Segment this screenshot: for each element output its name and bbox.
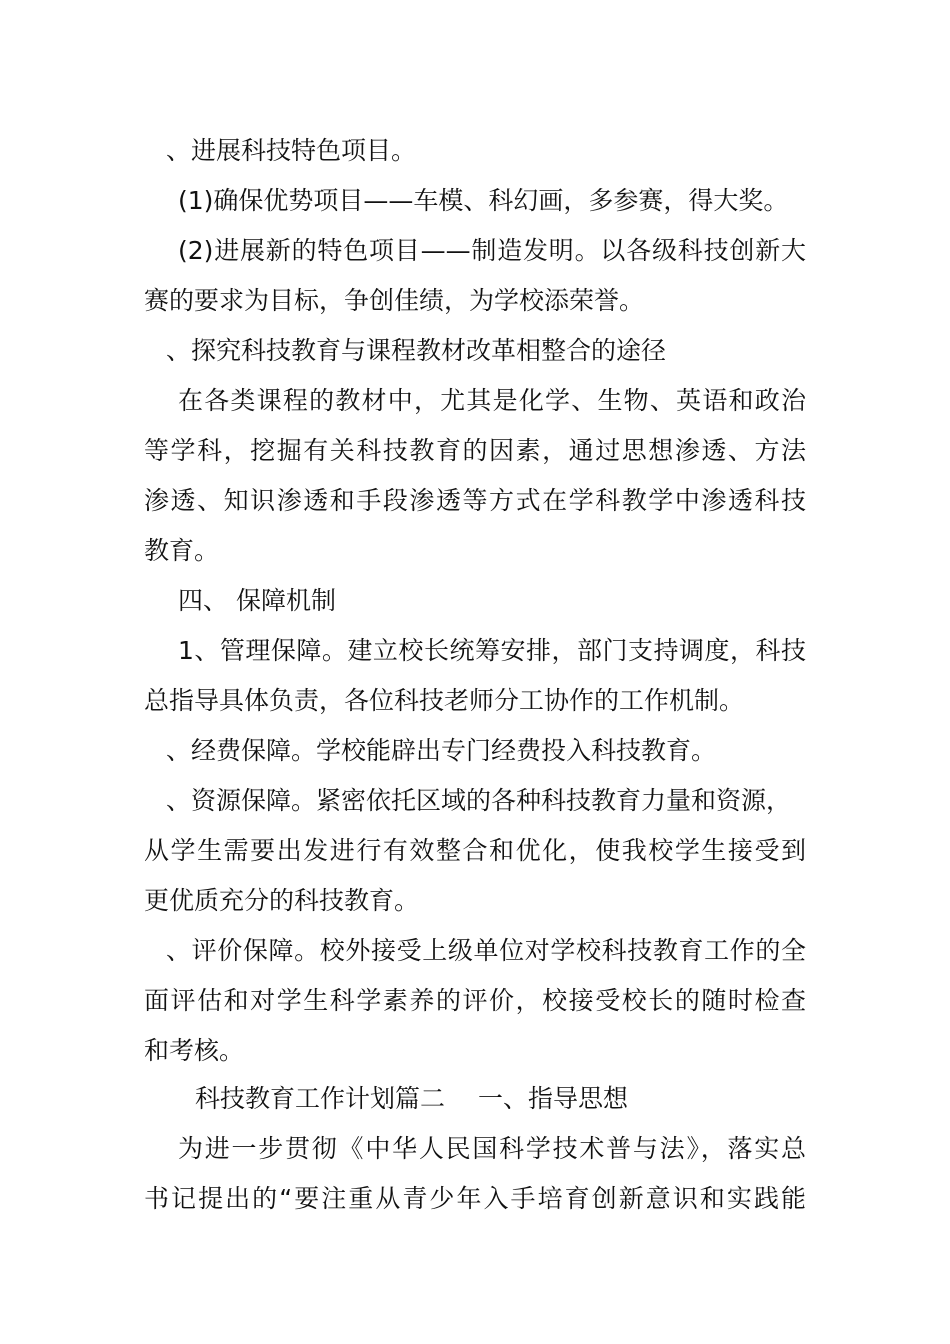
section-heading-four: 四、 保障机制: [178, 586, 336, 615]
text-line-18: 面评估和对学生科学素养的评价，校接受校长的随时检查: [144, 986, 806, 1015]
text-line-14: 、资源保障。紧密依托区域的各种科技教育力量和资源，: [166, 786, 792, 815]
text-line-6: 在各类课程的教材中，尤其是化学、生物、英语和政治: [178, 386, 806, 415]
section-heading-line: 、探究科技教育与课程教材改革相整合的途径: [166, 336, 667, 365]
text-line-22: 书记提出的“要注重从青少年入手培育创新意识和实践能: [144, 1184, 806, 1213]
text-line-21: 为进一步贯彻《中华人民国科学技术普与法》，落实总: [178, 1134, 806, 1163]
text-line-13: 、经费保障。学校能辟出专门经费投入科技教育。: [166, 736, 717, 765]
text-line-2: (1)确保优势项目——车模、科幻画，多参赛，得大奖。: [178, 186, 789, 215]
text-line-16: 更优质充分的科技教育。: [144, 886, 420, 915]
text-line-9: 教育。: [144, 536, 220, 565]
text-line-4: 赛的要求为目标，争创佳绩，为学校添荣誉。: [144, 286, 645, 315]
text-line-12: 总指导具体负责，各位科技老师分工协作的工作机制。: [144, 686, 745, 715]
text-line-7: 等学科，挖掘有关科技教育的因素，通过思想渗透、方法: [144, 436, 806, 465]
text-line-1: 、进展科技特色项目。: [166, 136, 417, 165]
text-line-11: 1、管理保障。建立校长统筹安排，部门支持调度，科技: [178, 636, 806, 665]
text-line-8: 渗透、知识渗透和手段渗透等方式在学科教学中渗透科技: [144, 486, 806, 515]
text-line-17: 、评价保障。校外接受上级单位对学校科技教育工作的全: [166, 936, 806, 965]
text-line-19: 和考核。: [144, 1036, 245, 1065]
text-line-15: 从学生需要出发进行有效整合和优化，使我校学生接受到: [144, 836, 806, 865]
chapter-heading-line: 科技教育工作计划篇二 一、指导思想: [195, 1084, 628, 1113]
text-line-3: (2)进展新的特色项目——制造发明。以各级科技创新大: [178, 236, 806, 265]
